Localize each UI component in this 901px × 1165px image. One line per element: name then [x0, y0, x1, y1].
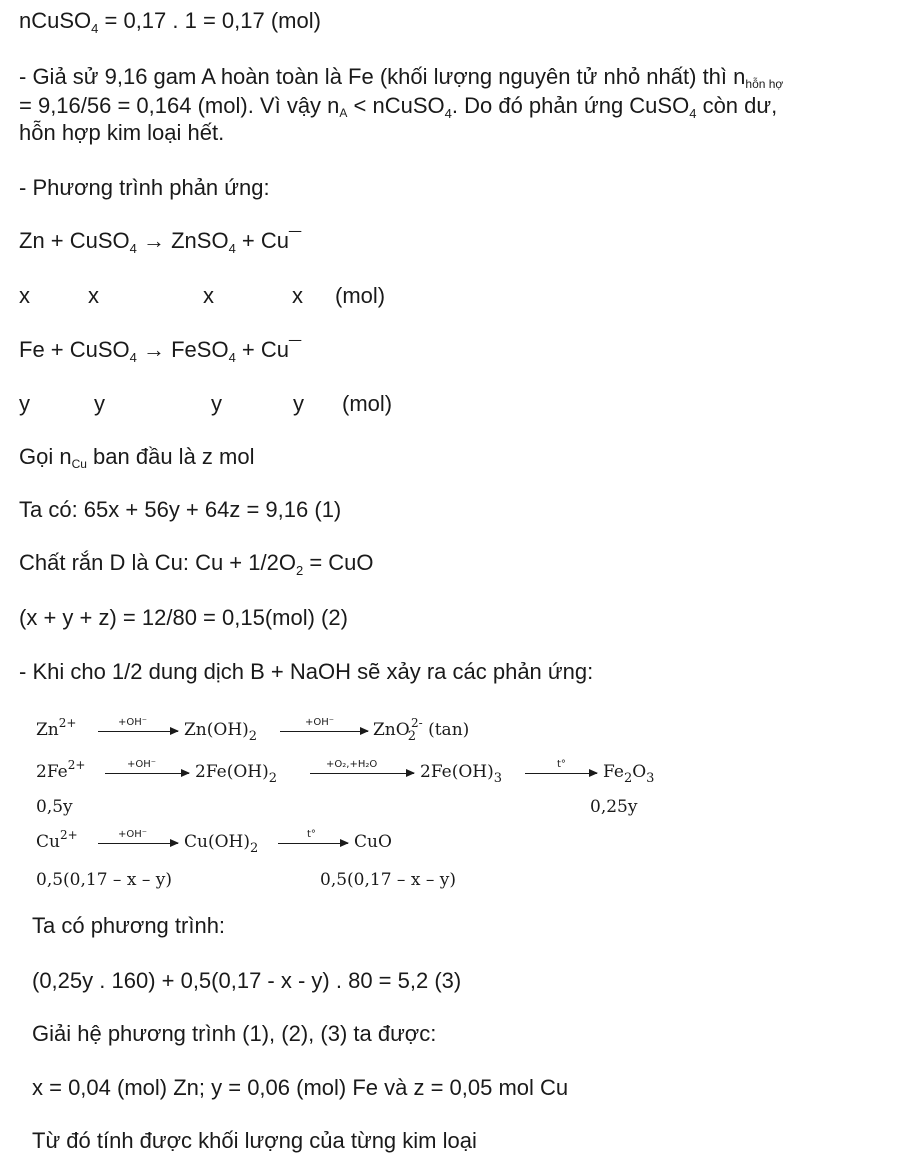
text: → FeSO — [136, 337, 229, 362]
line-ncu — [19, 444, 254, 473]
charge: 2+ — [58, 716, 77, 730]
species-fe2o3 — [603, 762, 654, 784]
species-feoh2 — [195, 762, 277, 784]
arrow-icon — [310, 773, 414, 774]
text: Cu(OH) — [184, 832, 250, 852]
arrow-label: +O₂,+H₂O — [326, 759, 378, 770]
text: 2Fe(OH) — [420, 762, 494, 782]
equation-3: (0,25y . 160) + 0,5(0,17 - x - y) . 80 = 5,2 (3) — [32, 968, 462, 993]
text: Zn — [36, 720, 59, 740]
mole-unit: (mol) — [342, 391, 393, 416]
arrow-icon — [525, 773, 597, 774]
species-znoh2 — [184, 720, 257, 742]
line-ncuso4 — [19, 8, 321, 37]
mole-value: x — [19, 283, 30, 308]
text: = 0,17 . 1 = 0,17 (mol) — [98, 8, 321, 33]
mole-cu-right: 0,5(0,17 – x – y) — [320, 870, 456, 890]
mole-value: y — [211, 391, 222, 416]
species-cuoh2 — [184, 832, 258, 854]
line-conclusion: Từ đó tính được khối lượng của từng kim loại — [32, 1128, 477, 1153]
text: + Cu¯ — [235, 337, 302, 362]
subscript: 3 — [493, 771, 503, 786]
text: (tan) — [428, 720, 470, 740]
charge: 2+ — [67, 758, 86, 772]
subscript: 4 — [689, 106, 697, 121]
arrow-label: t° — [557, 759, 566, 770]
line-solve: Giải hệ phương trình (1), (2), (3) ta được: — [32, 1021, 437, 1046]
reaction-fe — [19, 337, 301, 366]
mole-fe-left: 0,5y — [36, 797, 73, 817]
arrow-label: +OH⁻ — [118, 829, 148, 840]
subscript: 4 — [129, 350, 137, 365]
text: 2Fe(OH) — [195, 762, 269, 782]
species-cu2plus — [36, 828, 78, 853]
subscript: 4 — [444, 106, 452, 121]
subscript: 2 — [623, 771, 633, 786]
text: Cu — [36, 832, 60, 852]
species-zno2 — [373, 716, 470, 744]
arrow-icon — [280, 731, 368, 732]
text: → ZnSO — [136, 228, 229, 253]
line-equation-heading: Ta có phương trình: — [32, 913, 226, 938]
text: nCuSO — [19, 8, 92, 33]
arrow-icon — [98, 731, 178, 732]
subscript: A — [339, 106, 348, 120]
subscript: 4 — [228, 241, 236, 256]
text: + Cu¯ — [235, 228, 302, 253]
text: Fe — [603, 762, 624, 782]
line-assumption-1 — [19, 64, 783, 93]
mole-fe-right: 0,25y — [590, 797, 638, 817]
arrow-label: +OH⁻ — [118, 717, 148, 728]
mole-unit: (mol) — [335, 283, 386, 308]
charge: 2- — [410, 716, 423, 730]
text: Zn(OH) — [184, 720, 249, 740]
species-feoh3 — [420, 762, 502, 784]
subscript: 2 — [295, 563, 304, 578]
subscript: 4 — [91, 21, 99, 36]
text: Zn + CuSO — [19, 228, 130, 253]
species-zn2plus — [36, 716, 77, 741]
text: O — [632, 762, 647, 782]
mole-value: x — [203, 283, 214, 308]
arrow-icon — [105, 773, 189, 774]
charge: 2+ — [59, 828, 78, 842]
arrow-label: +OH⁻ — [127, 759, 157, 770]
text: < nCuSO — [347, 93, 445, 118]
equation-2: (x + y + z) = 12/80 = 0,15(mol) (2) — [19, 605, 348, 630]
arrow-label: +OH⁻ — [305, 717, 335, 728]
subscript: hỗn hợ — [745, 77, 784, 91]
subscript: 3 — [646, 771, 655, 786]
subscript: 2 — [249, 841, 259, 856]
text: còn dư, — [696, 93, 778, 118]
text: - Giả sử 9,16 gam A hoàn toàn là Fe (khối lượng nguyên tử nhỏ nhất) thì n — [19, 64, 746, 89]
line-assumption-3: hỗn hợp kim loại hết. — [19, 120, 225, 145]
equation-1: Ta có: 65x + 56y + 64z = 9,16 (1) — [19, 497, 342, 522]
mole-value: y — [293, 391, 304, 416]
line-naoh: - Khi cho 1/2 dung dịch B + NaOH sẽ xảy ra các phản ứng: — [19, 659, 594, 684]
mole-value: x — [292, 283, 303, 308]
subscript: 2 — [407, 729, 416, 744]
text: . Do đó phản ứng CuSO — [451, 93, 690, 118]
line-assumption-2 — [19, 93, 777, 122]
subscript: Cu — [71, 457, 87, 471]
text: ban đầu là z mol — [86, 444, 255, 469]
arrow-label: t° — [307, 829, 316, 840]
text: = CuO — [303, 550, 374, 575]
text: Fe + CuSO — [19, 337, 130, 362]
line-solid-d — [19, 550, 374, 579]
arrow-icon — [278, 843, 348, 844]
text: = 9,16/56 = 0,164 (mol). Vì vậy n — [19, 93, 340, 118]
species-cuo: CuO — [354, 832, 392, 852]
subscript: 2 — [248, 729, 258, 744]
mole-value: y — [94, 391, 105, 416]
mole-cu-left: 0,5(0,17 – x – y) — [36, 870, 172, 890]
mole-value: x — [88, 283, 99, 308]
text: Gọi n — [19, 444, 72, 469]
subscript: 4 — [228, 350, 236, 365]
species-fe2plus — [36, 758, 86, 783]
text: 2Fe — [36, 762, 68, 782]
line-result: x = 0,04 (mol) Zn; y = 0,06 (mol) Fe và z = 0,05 mol Cu — [32, 1075, 569, 1100]
text: ZnO — [373, 720, 410, 740]
mole-value: y — [19, 391, 30, 416]
arrow-icon — [98, 843, 178, 844]
reaction-zn — [19, 228, 301, 257]
subscript: 2 — [268, 771, 278, 786]
line-reaction-heading: - Phương trình phản ứng: — [19, 175, 270, 200]
text: Chất rắn D là Cu: Cu + 1/2O — [19, 550, 296, 575]
subscript: 4 — [129, 241, 137, 256]
